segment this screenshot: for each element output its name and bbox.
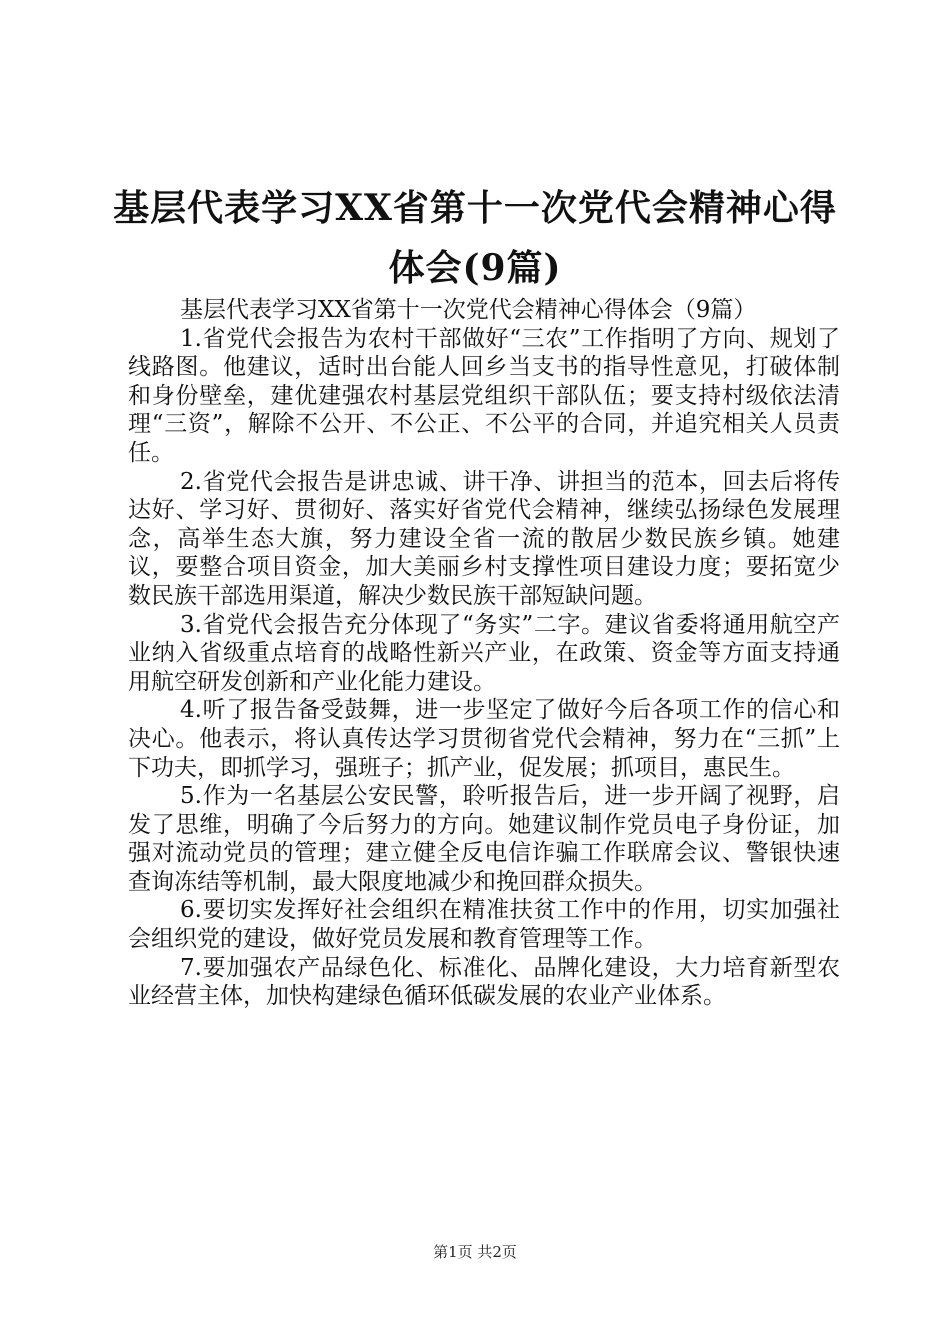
body-paragraph-2: 2.省党代会报告是讲忠诚、讲干净、讲担当的范本，回去后将传达好、学习好、贯彻好、落实好省党代会精神，继续弘扬绿色发展理念，高举生态大旗，努力建设全省一流的散居少数民族乡镇。她建议，要整合项目资金，加大美丽乡村支撑性项目建设力度；要拓宽少数民族干部选用渠道，解决少数民族干部短缺问题。 <box>128 468 840 609</box>
body-paragraph-7: 7.要加强农产品绿色化、标准化、品牌化建设，大力培育新型农业经营主体，加快构建绿色循环低碳发展的农业产业体系。 <box>128 954 840 1010</box>
document-title-line-1: 基层代表学习XX省第十一次党代会精神心得 <box>113 187 837 229</box>
document-title <box>100 178 850 298</box>
body-paragraph-1: 1.省党代会报告为农村干部做好“三农”工作指明了方向、规划了线路图。他建议，适时出台能人回乡当支书的指导性意见，打破体制和身份壁垒，建优建强农村基层党组织干部队伍；要支持村级依法清理“三资”，解除不公开、不公正、不公平的合同，并追究相关人员责任。 <box>128 325 840 466</box>
body-paragraph-3: 3.省党代会报告充分体现了“务实”二字。建议省委将通用航空产业纳入省级重点培育的战略性新兴产业，在政策、资金等方面支持通用航空研发创新和产业化能力建设。 <box>128 611 840 695</box>
page-number-footer: 第1页 共2页 <box>433 1243 517 1261</box>
body-paragraph-4: 4.听了报告备受鼓舞，进一步坚定了做好今后各项工作的信心和决心。他表示，将认真传达学习贯彻省党代会精神，努力在“三抓”上下功夫，即抓学习，强班子；抓产业，促发展；抓项目，惠民生。 <box>128 697 840 781</box>
body-heading-paragraph: 基层代表学习XX省第十一次党代会精神心得体会（9篇） <box>180 297 757 323</box>
document-body <box>128 296 840 1011</box>
body-paragraph-5: 5.作为一名基层公安民警，聆听报告后，进一步开阔了视野，启发了思维，明确了今后努力的方向。她建议制作党员电子身份证，加强对流动党员的管理；建立健全反电信诈骗工作联席会议、警银快速查询冻结等机制，最大限度地减少和挽回群众损失。 <box>128 783 840 895</box>
body-paragraph-6: 6.要切实发挥好社会组织在精准扶贫工作中的作用，切实加强社会组织党的建设，做好党员发展和教育管理等工作。 <box>128 897 840 953</box>
document-title-line-2: 体会(9篇) <box>388 247 562 289</box>
